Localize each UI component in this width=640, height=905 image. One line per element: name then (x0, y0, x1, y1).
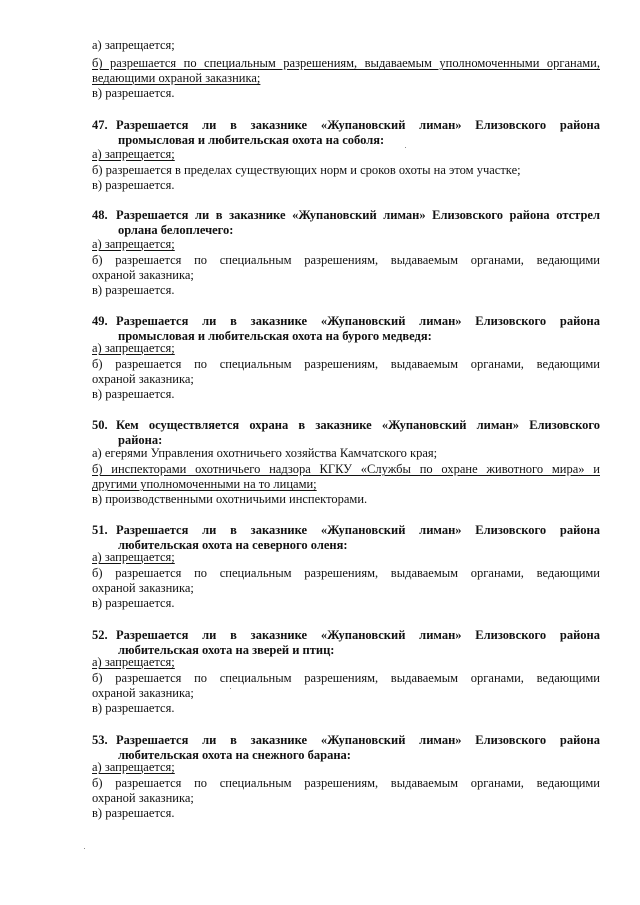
question-text-line1: Разрешается ли в заказнике «Жупановский лиман» Елизовского района (116, 314, 600, 328)
question-text-line2: любительская охота на снежного барана: (118, 748, 351, 762)
question-text-line2: промысловая и любительская охота на бурого медведя: (118, 329, 432, 343)
answer-c: в) разрешается. (92, 178, 175, 192)
scan-speck (405, 147, 406, 148)
answer-b-line2: охраной заказника; (92, 581, 194, 595)
answer-b-line2: ведающими охраной заказника; (92, 71, 261, 85)
answer-b-line1: б) разрешается по специальным разрешениям, выдаваемым органами, ведающими (92, 671, 600, 685)
question-text-line1: Разрешается ли в заказнике «Жупановский лиман» Елизовского района (116, 733, 600, 747)
answer-b-line1: б) разрешается по специальным разрешениям, выдаваемым органами, ведающими (92, 566, 600, 580)
answer-b-line2: другими уполномоченными на то лицами; (92, 477, 317, 491)
answer-a: а) запрещается; (92, 341, 175, 355)
answer-a: а) егерями Управления охотничьего хозяйства Камчатского края; (92, 446, 438, 460)
answer-a: а) запрещается; (92, 655, 175, 669)
question-number: 47. (92, 118, 108, 132)
question-text-line1: Разрешается ли в заказнике «Жупановский лиман» Елизовского района отстрел (116, 208, 600, 222)
question-text-line1: Разрешается ли в заказнике «Жупановский лиман» Елизовского района (116, 118, 600, 132)
answer-b-line2: охраной заказника; (92, 372, 194, 386)
question-number: 51. (92, 523, 108, 537)
answer-b-line2: охраной заказника; (92, 268, 194, 282)
question-number: 53. (92, 733, 108, 747)
answer-b-line2: охраной заказника; (92, 686, 194, 700)
answer-c: в) разрешается. (92, 86, 175, 100)
question-text-line2: любительская охота на зверей и птиц: (118, 643, 335, 657)
answer-b-line1: б) разрешается по специальным разрешениям, выдаваемым органами, ведающими (92, 357, 600, 371)
question-number: 52. (92, 628, 108, 642)
question-number: 49. (92, 314, 108, 328)
question-text-line1: Разрешается ли в заказнике «Жупановский лиман» Елизовского района (116, 523, 600, 537)
answer-c: в) разрешается. (92, 283, 175, 297)
answer-b-line2: охраной заказника; (92, 791, 194, 805)
answer-a: а) запрещается; (92, 147, 175, 161)
scan-speck (84, 848, 85, 849)
answer-a: а) запрещается; (92, 550, 175, 564)
answer-c: в) разрешается. (92, 701, 175, 715)
question-text-line2: района: (118, 433, 163, 447)
question-text-line1: Разрешается ли в заказнике «Жупановский лиман» Елизовского района (116, 628, 600, 642)
scan-speck (230, 688, 231, 689)
answer-c: в) производственными охотничьими инспекторами. (92, 492, 368, 506)
question-text-line2: любительская охота на северного оленя: (118, 538, 348, 552)
answer-c: в) разрешается. (92, 806, 175, 820)
answer-a: а) запрещается; (92, 237, 175, 251)
answer-b-line1: б) разрешается по специальным разрешениям, выдаваемым органами, ведающими (92, 253, 600, 267)
question-text-line2: орлана белоплечего: (118, 223, 234, 237)
answer-b-line1: б) инспекторами охотничьего надзора КГКУ «Службы по охране животного мира» и (92, 462, 600, 476)
answer-c: в) разрешается. (92, 596, 175, 610)
answer-a: а) запрещается; (92, 760, 175, 774)
answer-b-line1: б) разрешается по специальным разрешениям, выдаваемым уполномоченными органами, (92, 56, 600, 70)
answer-c: в) разрешается. (92, 387, 175, 401)
answer-b-line1: б) разрешается по специальным разрешениям, выдаваемым органами, ведающими (92, 776, 600, 790)
question-number: 48. (92, 208, 108, 222)
answer-b: б) разрешается в пределах существующих норм и сроков охоты на этом участке; (92, 163, 521, 177)
question-text-line2: промысловая и любительская охота на соболя: (118, 133, 385, 147)
answer-a: а) запрещается; (92, 38, 175, 52)
question-number: 50. (92, 418, 108, 432)
question-text-line1: Кем осуществляется охрана в заказнике «Жупановский лиман» Елизовского (116, 418, 600, 432)
